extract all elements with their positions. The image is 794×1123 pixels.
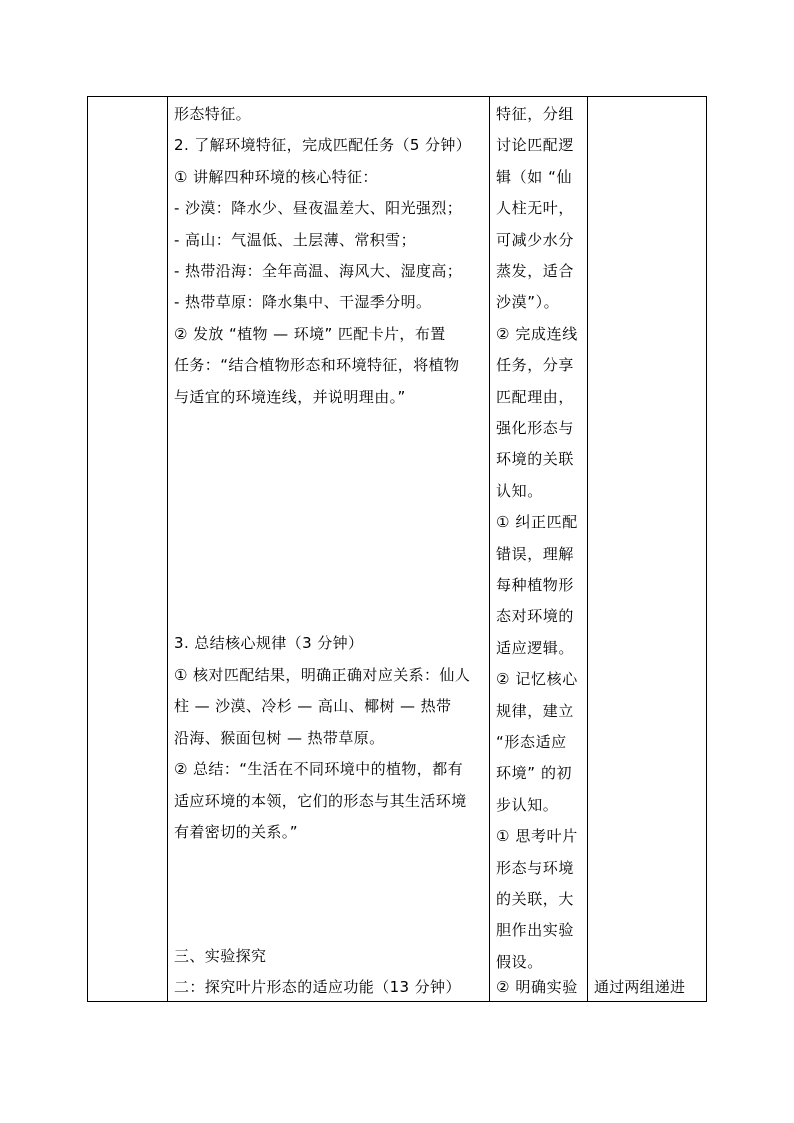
text-line: 讨论匹配逻 — [496, 136, 575, 154]
text-line: 的关联，大 — [496, 890, 575, 908]
text-line: 沿海、猴面包树 — 热带草原。 — [174, 729, 385, 747]
column-divider — [489, 97, 490, 1001]
text-line: ① 纠正匹配 — [496, 513, 578, 531]
text-line: 胆作出实验 — [496, 921, 575, 939]
text-line: 形态与环境 — [496, 859, 575, 877]
text-line: ① 思考叶片 — [496, 827, 578, 845]
text-line: 任务：“结合植物形态和环境特征，将植物 — [174, 356, 460, 374]
text-line: 态对环境的 — [496, 607, 575, 625]
text-line: 每种植物形 — [496, 576, 575, 594]
text-line: 二：探究叶片形态的适应功能（13 分钟） — [174, 978, 461, 996]
text-line: ② 记忆核心 — [496, 670, 578, 688]
text-line: 与适宜的环境连线，并说明理由。” — [174, 388, 406, 406]
text-line: ① 核对匹配结果，明确正确对应关系：仙人 — [174, 666, 471, 684]
text-line: - 沙漠：降水少、昼夜温差大、阳光强烈； — [174, 199, 463, 217]
text-line: ① 讲解四种环境的核心特征： — [174, 168, 378, 186]
text-line: 2. 了解环境特征，完成匹配任务（5 分钟） — [174, 136, 472, 154]
text-line: ② 明确实验 — [496, 978, 578, 996]
text-line: 有着密切的关系。” — [174, 823, 298, 841]
text-line: 环境的关联 — [496, 450, 575, 468]
text-line: - 热带草原：降水集中、干湿季分明。 — [174, 293, 432, 311]
text-line: 通过两组递进 — [594, 978, 686, 996]
column-divider — [167, 97, 168, 1001]
text-line: 适应环境的本领，它们的形态与其生活环境 — [174, 792, 467, 810]
section-heading: 三、实验探究 — [174, 947, 267, 965]
text-line: - 高山：气温低、土层薄、常积雪； — [174, 231, 416, 249]
text-line: 强化形态与 — [496, 419, 575, 437]
text-line: 匹配理由， — [496, 388, 575, 406]
text-line: - 热带沿海：全年高温、海风大、湿度高； — [174, 262, 463, 280]
text-line: 特征，分组 — [496, 105, 575, 123]
text-line: 错误，理解 — [496, 545, 575, 563]
text-line: 认知。 — [496, 482, 543, 500]
text-line: 步认知。 — [496, 796, 559, 814]
text-line: 适应逻辑。 — [496, 639, 575, 657]
text-line: ② 发放 “植物 — 环境” 匹配卡片，布置 — [174, 325, 446, 343]
column-divider — [587, 97, 588, 1001]
text-line: 任务，分享 — [496, 356, 575, 374]
text-line: “形态适应 — [496, 733, 567, 751]
text-line: 人柱无叶， — [496, 199, 575, 217]
text-line: 柱 — 沙漠、冷杉 — 高山、椰树 — 热带 — [174, 697, 452, 715]
lesson-plan-table — [87, 96, 707, 1002]
text-line: 假设。 — [496, 953, 543, 971]
text-line: ② 总结：“生活在不同环境中的植物，都有 — [174, 760, 463, 778]
text-line: 蒸发，适合 — [496, 262, 575, 280]
text-line: 沙漠”）。 — [496, 293, 560, 311]
text-line: ② 完成连线 — [496, 325, 578, 343]
text-line: 3. 总结核心规律（3 分钟） — [174, 634, 364, 652]
text-line: 规律，建立 — [496, 702, 575, 720]
text-line: 形态特征。 — [174, 105, 252, 123]
text-line: 辑（如 “仙 — [496, 168, 573, 186]
text-line: 环境” 的初 — [496, 764, 573, 782]
text-line: 可减少水分 — [496, 231, 575, 249]
